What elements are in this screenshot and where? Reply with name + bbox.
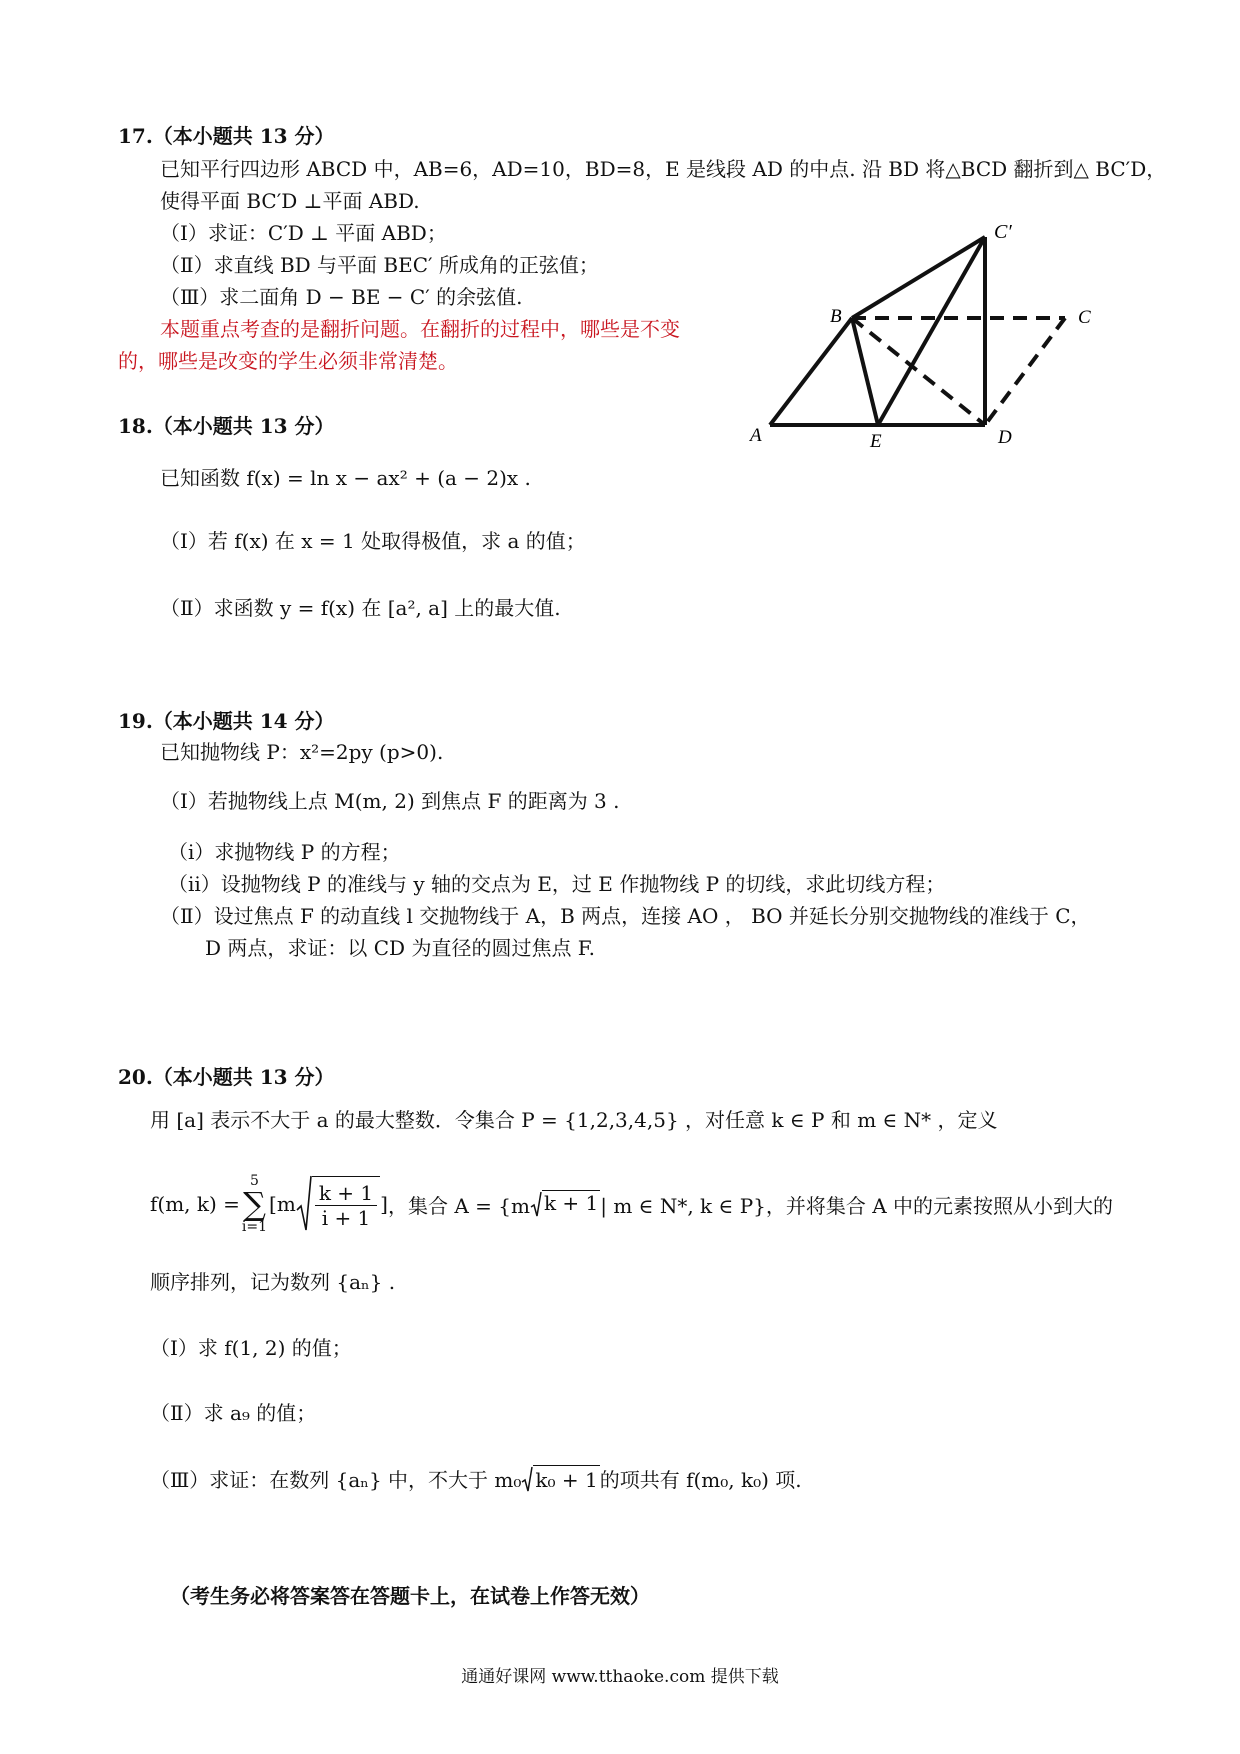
q20-sigma-bottom: i=1 [241, 1219, 268, 1235]
summation-icon: ∑ [243, 1185, 266, 1223]
q20-sigma [242, 1174, 267, 1234]
q19-line1: 已知抛物线 P：x²=2py (p>0). [160, 740, 444, 764]
q17-line2: 使得平面 BC′D ⊥平面 ABD. [160, 189, 420, 213]
q20-set-rest: | m ∈ N*, k ∈ P}，并将集合 A 中的元素按照从小到大的 [600, 1193, 1114, 1218]
q20-part1: （Ⅰ）求 f(1, 2) 的值； [150, 1336, 352, 1360]
q20-heading: 20.（本小题共 13 分） [118, 1065, 335, 1089]
q17-line1: 已知平行四边形 ABCD 中，AB=6，AD=10，BD=8，E 是线段 AD 的中点. 沿 BD 将△BCD 翻折到△ BC′D， [160, 157, 1167, 181]
q20-definition-line [150, 1168, 1113, 1240]
q17-fold-figure [740, 215, 1120, 455]
answer-notice: （考生务必将答案答在答题卡上，在试卷上作答无效） [170, 1584, 650, 1608]
label-b: B [830, 306, 842, 327]
q20-set-sqrt [530, 1190, 600, 1218]
q20-part3-pre: （Ⅲ）求证：在数列 {aₙ} 中，不大于 m₀ [150, 1467, 522, 1492]
label-c-prime: C′ [994, 221, 1012, 243]
q18-part1: （Ⅰ）若 f(x) 在 x = 1 处取得极值，求 a 的值； [160, 529, 586, 553]
edge-cd-dashed [985, 318, 1065, 425]
radical-sign-icon [530, 1190, 542, 1218]
q18-part2: （Ⅱ）求函数 y = f(x) 在 [a², a] 上的最大值. [160, 596, 561, 620]
edge-bc-prime [852, 237, 985, 318]
q20-f-def: f(m, k) = [150, 1192, 240, 1216]
q19-sub1: （ⅰ）求抛物线 P 的方程； [168, 840, 401, 864]
q18-heading: 18.（本小题共 13 分） [118, 414, 335, 438]
q20-part3 [150, 1465, 802, 1494]
q19-part2-line2: D 两点，求证：以 CD 为直径的圆过焦点 F. [205, 936, 595, 960]
radical-sign-icon [521, 1465, 533, 1493]
q20-part3-sqrt [521, 1465, 599, 1494]
q17-part1: （Ⅰ）求证：C′D ⊥ 平面 ABD； [160, 221, 447, 245]
q19-part1: （Ⅰ）若抛物线上点 M(m, 2) 到焦点 F 的距离为 3 . [160, 789, 620, 813]
label-e: E [870, 431, 882, 452]
q20-frac-num: k + 1 [315, 1181, 377, 1206]
q17-note-line1: 本题重点考查的是翻折问题。在翻折的过程中，哪些是不变 [160, 317, 680, 341]
q20-frac-den: i + 1 [321, 1206, 371, 1230]
page-footer: 通通好课网 www.tthaoke.com 提供下载 [461, 1667, 779, 1687]
q20-line1: 用 [a] 表示不大于 a 的最大整数．令集合 P = {1,2,3,4,5} ，对任意 k ∈ P 和 m ∈ N* ，定义 [150, 1108, 998, 1132]
label-d: D [998, 427, 1012, 448]
q20-bracket-open: [m [269, 1192, 296, 1216]
q17-note-line2: 的，哪些是改变的学生必须非常清楚。 [118, 349, 458, 373]
edge-ab [770, 318, 852, 425]
q19-heading: 19.（本小题共 14 分） [118, 709, 335, 733]
q19-sub2: （ⅱ）设抛物线 P 的准线与 y 轴的交点为 E，过 E 作抛物线 P 的切线，求此切线方程； [168, 872, 946, 896]
q20-part2: （Ⅱ）求 a₉ 的值； [150, 1401, 317, 1425]
q20-part3-sqrt-content: k₀ + 1 [533, 1465, 599, 1494]
q17-part3: （Ⅲ）求二面角 D − BE − C′ 的余弦值. [160, 285, 523, 309]
q17-part2: （Ⅱ）求直线 BD 与平面 BEC′ 所成角的正弦值； [160, 253, 599, 277]
radical-sign-icon [296, 1174, 312, 1234]
q20-bracket-close: ] [380, 1192, 388, 1216]
q17-heading: 17.（本小题共 13 分） [118, 124, 335, 148]
q18-line1: 已知函数 f(x) = ln x − ax² + (a − 2)x . [160, 466, 531, 490]
q19-part2-line1: （Ⅱ）设过焦点 F 的动直线 l 交抛物线于 A，B 两点，连接 AO ， BO 并延长分别交抛物线的准线于 C， [160, 904, 1091, 928]
q20-set-text: ，集合 A = {m [387, 1193, 530, 1218]
q20-line3: 顺序排列，记为数列 {aₙ} . [150, 1270, 396, 1294]
q20-set-sqrt-content: k + 1 [542, 1190, 600, 1218]
q20-part3-post: 的项共有 f(m₀, k₀) 项. [599, 1467, 802, 1492]
q20-sqrt-frac [296, 1174, 380, 1234]
q20-sigma-top: 5 [250, 1173, 259, 1189]
label-a: A [750, 425, 762, 446]
label-c: C [1078, 307, 1091, 328]
edge-bd-dashed [852, 318, 985, 425]
edge-e-c-prime [878, 237, 985, 425]
